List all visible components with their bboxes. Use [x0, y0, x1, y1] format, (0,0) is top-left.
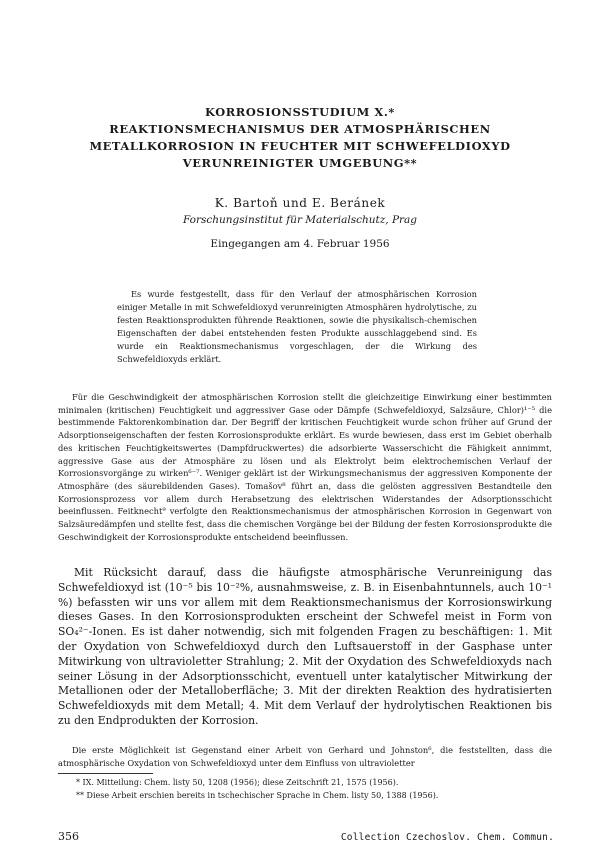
continuation-text: Die erste Möglichkeit ist Gegenstand einer Arbeit von Gerhard und Johnston⁶, die feststellten, dass die atmosphärische Oxydation von Schwefeldioxyd unter dem Einfluss von ultravioletter	[58, 745, 552, 768]
intro-text: Für die Geschwindigkeit der atmosphärischen Korrosion stellt die gleichzeitige Einwirkung einer bestimmten minimalen (kritischen) Feuchtigkeit und aggressiver Gase oder Dämpfe (Schwefeldioxyd, Salzsäure, Chlor)¹⁻⁵ die bestimmende Faktorenkombination dar. Der Begriff der kritischen Feuchtigkeit wurde schon früher auf Grund der Adsorptionseigenschaften der festen Korrosionsprodukte erklärt. Es wurde bewiesen, dass erst im Gebiet oberhalb des kritischen Feuchtigkeitswertes (Dampfdruckwertes) die adsorbierte Wasserschicht die Fähigkeit annimmt, aggressive Gase aus der Atmosphäre zu lösen und als Elektrolyt beim elektrochemischen Verlauf der Korrosionsvorgänge zu wirken⁶⁻⁷. Weniger geklärt ist der Wirkungsmechanismus der aggressiven Komponente der Atmosphäre (des säurebildenden Gases). Tomašov⁸ führt an, dass die gelösten aggressiven Bestandteile den Korrosionsprozess vor allem durch Herabsetzung des elektrischen Widerstandes der Adsorptionsschicht beeinflussen. Feitknecht⁹ verfolgte den Reaktionsmechanismus der atmosphärischen Korrosion in Gegenwart von Salzsäuredämpfen und stellte fest, dass die chemischen Vorgänge bei der Bildung der festen Korrosionsprodukte die Geschwindigkeit der Korrosionsprodukte entscheidend beeinflussen.	[58, 392, 552, 542]
article-title: REAKTIONSMECHANISMUS DER ATMOSPHÄRISCHEN METALLKORROSION IN FEUCHTER MIT SCHWEFELDIOXYD VERUNREINIGTER UMGEBUNG**	[89, 122, 511, 170]
continuation-paragraph	[58, 744, 552, 769]
received-date: Eingegangen am 4. Februar 1956	[210, 238, 390, 250]
article-series-title: KORROSIONSSTUDIUM X.*	[205, 105, 395, 119]
institute: Forschungsinstitut für Materialschutz, Prag	[182, 214, 418, 226]
footnote: * IX. Mitteilung: Chem. listy 50, 1208 (1956); diese Zeitschrift 21, 1575 (1956).	[76, 778, 399, 787]
main-paragraph	[58, 566, 552, 729]
intro-paragraph	[58, 391, 552, 543]
authors: K. Bartoň und E. Beránek	[214, 196, 386, 210]
main-text: Mit Rücksicht darauf, dass die häufigste atmosphärische Verunreinigung das Schwefeldioxyd ist (10⁻⁵ bis 10⁻²%, ausnahmsweise, z. B. in Eisenbahntunnels, auch 10⁻¹ %) befassten wir uns vor allem mit dem Reaktionsmechanismus der Korrosionswirkung dieses Gases. In den Korrosionsprodukten erscheint der Schwefel meist in Form von SO₄²⁻-Ionen. Es ist daher notwendig, sich mit folgenden Fragen zu beschäftigen: 1. Mit der Oxydation von Schwefeldioxyd durch den Luftsauerstoff in der Gasphase unter Mitwirkung von ultravioletter Strahlung; 2. Mit der Oxydation des Schwefeldioxyds nach seiner Lösung in der Adsorptionsschicht, eventuell unter katalytischer Mitwirkung der Metallionen oder der Metalloberfläche; 3. Mit der direkten Reaktion des hydratisierten Schwefeldioxyds mit dem Metall; 4. Mit dem Verlauf der hydrolytischen Reaktionen bis zu den Endprodukten der Korrosion.	[58, 566, 552, 727]
abstract-text: Es wurde festgestellt, dass für den Verlauf der atmosphärischen Korrosion einiger Metalle in mit Schwefeldioxyd verunreinigten Atmosphären hydrolytische, zu festen Reaktionsprodukten führende Reaktionen, sowie die physikalisch-chemischen Eigenschaften der dabei entstehenden festen Produkte ausschlaggebend sind. Es wurde ein Reaktionsmechanismus vorgeschlagen, der die Wirkung des Schwefeldioxyds erklärt.	[117, 289, 477, 364]
journal-name: Collection Czechoslov. Chem. Commun.	[340, 832, 554, 843]
abstract	[117, 288, 477, 366]
footnote: ** Diese Arbeit erschien bereits in tschechischer Sprache in Chem. listy 50, 1388 (1956).	[76, 791, 439, 800]
page-number: 356	[58, 830, 79, 843]
footnote-divider	[58, 773, 153, 774]
